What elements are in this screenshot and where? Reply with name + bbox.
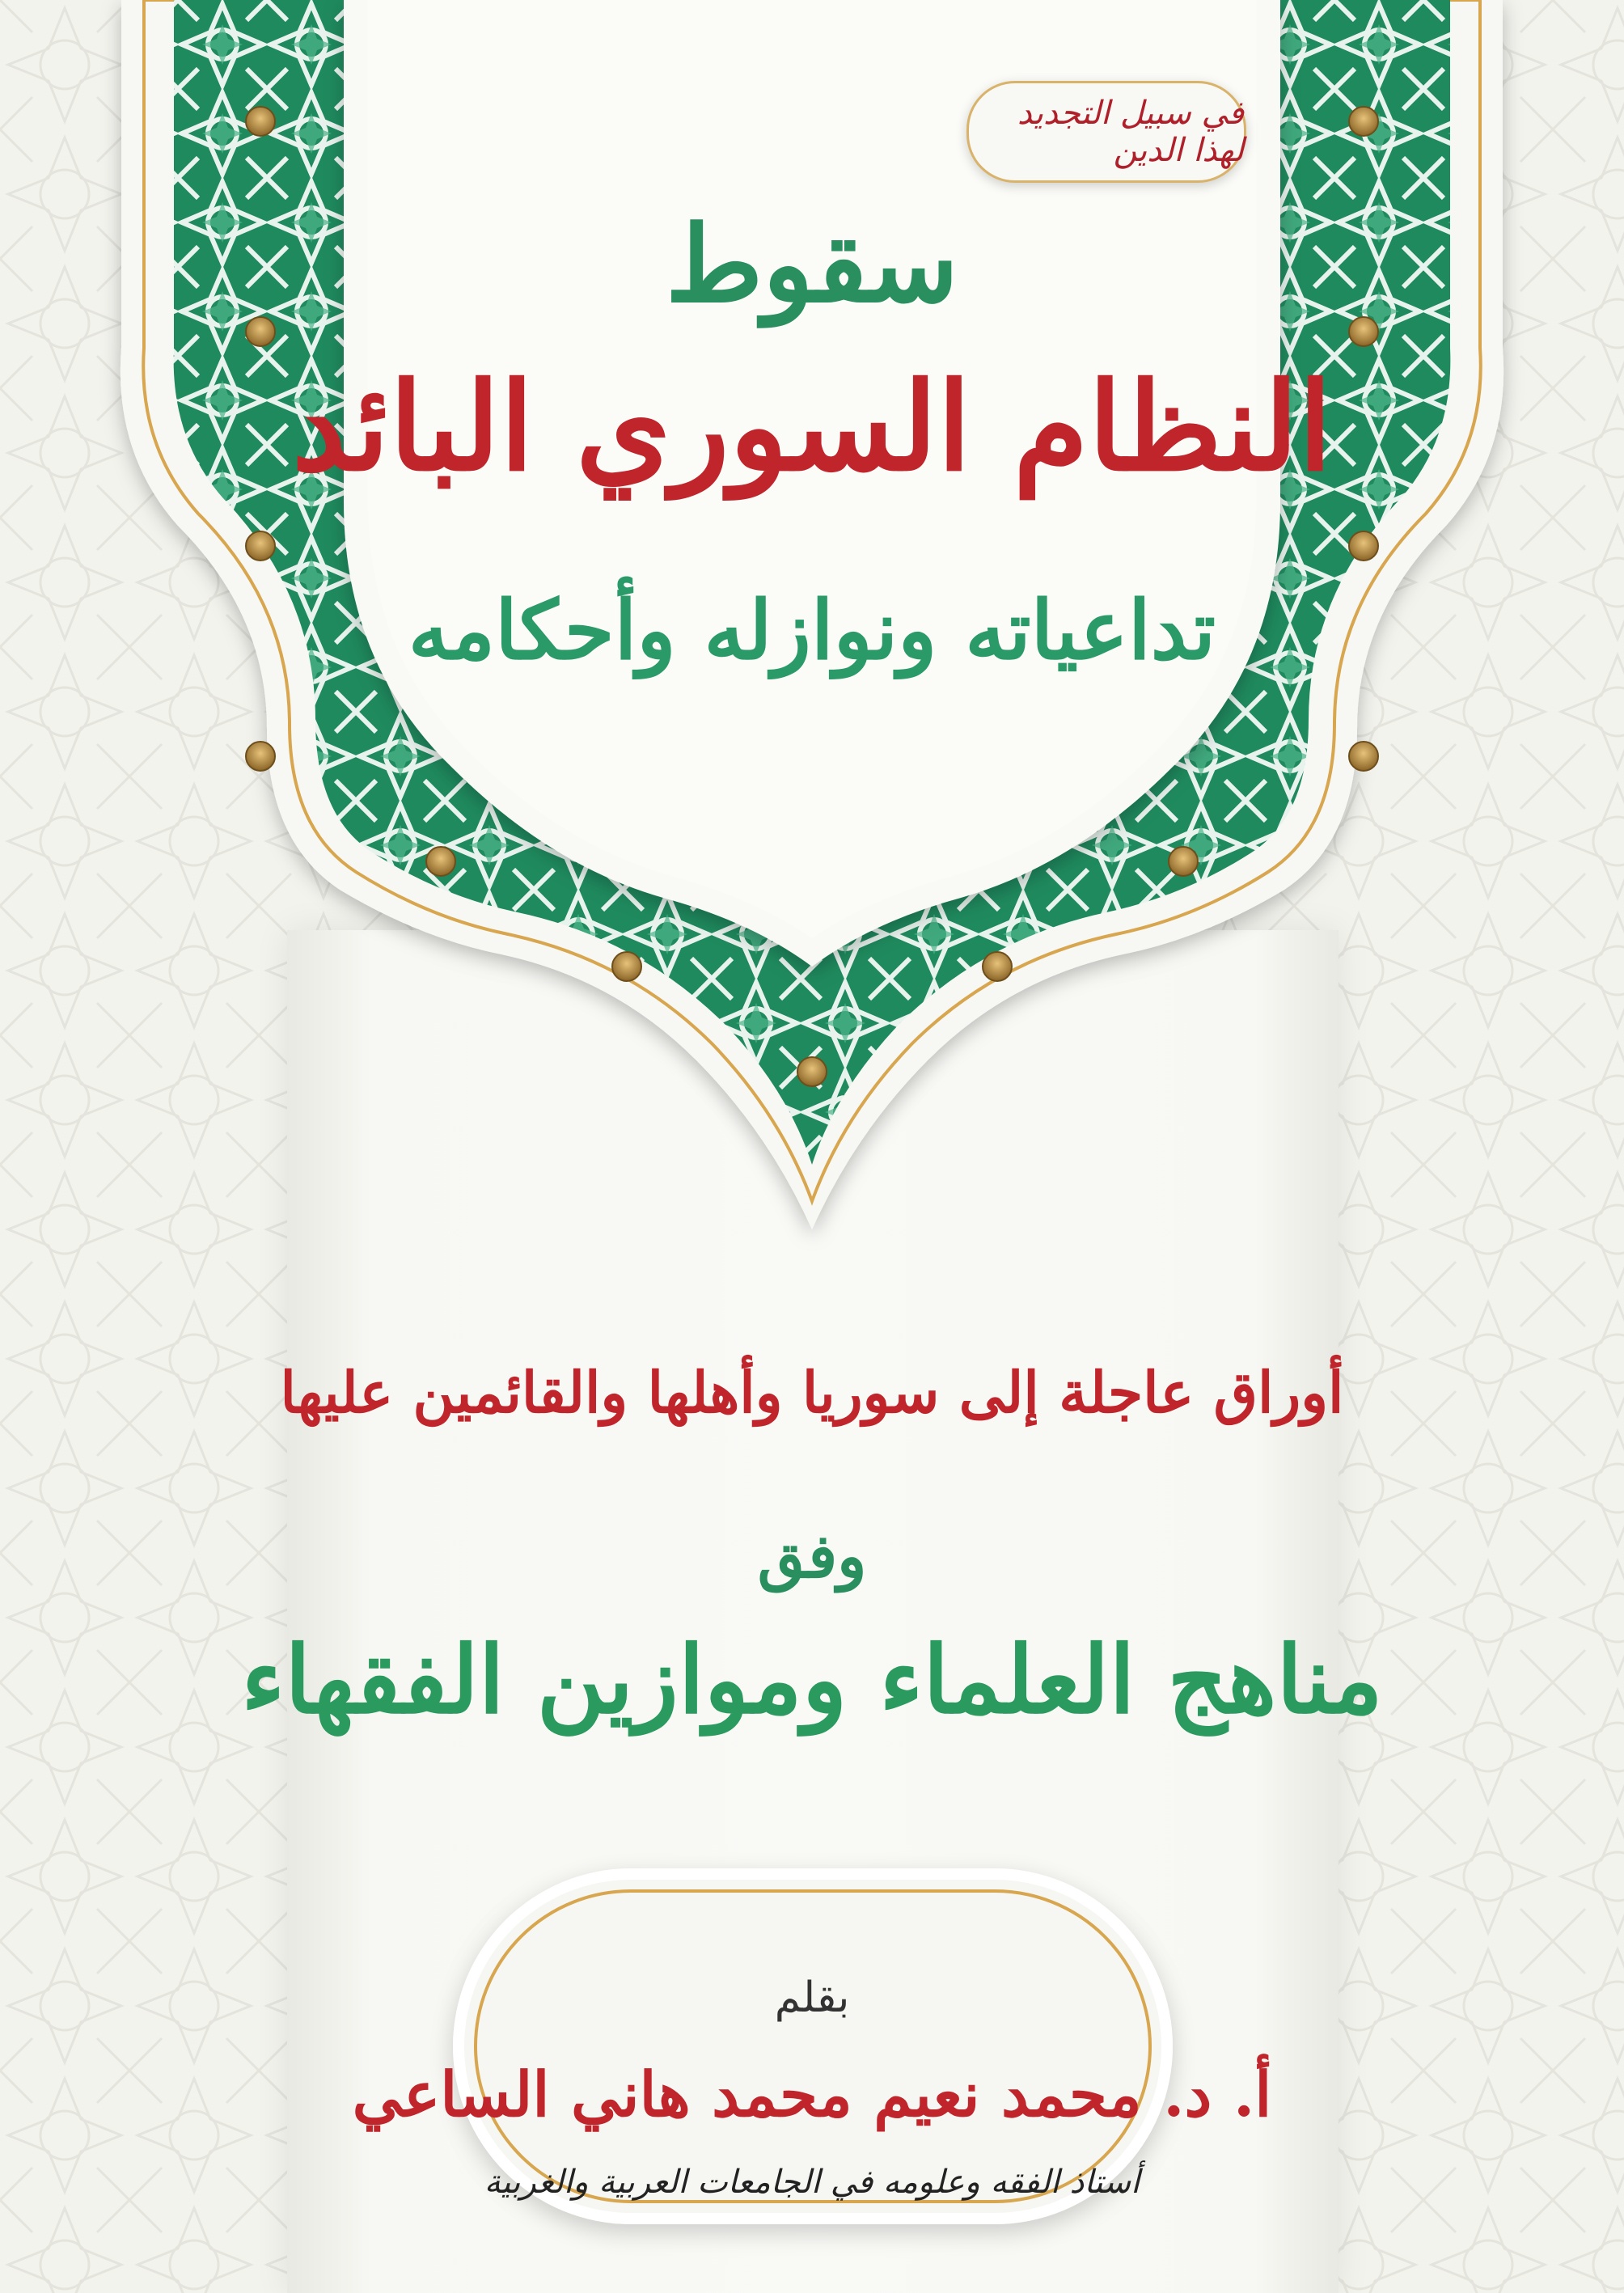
subtitle-line-1: أوراق عاجلة إلى سوريا وأهلها والقائمين عليها: [280, 1359, 1344, 1426]
title-line-3: تداعياته ونوازله وأحكامه: [408, 582, 1216, 678]
series-badge: [966, 81, 1246, 183]
subtitle-line-2: وفق: [757, 1521, 867, 1592]
byline: بقلم: [774, 1974, 850, 2022]
title-line-1: سقوط: [665, 202, 959, 326]
author-name: أ. د. محمد نعيم محمد هاني الساعي: [352, 2058, 1272, 2130]
author-box-border: [474, 1889, 1152, 2203]
subtitle-line-3: مناهج العلماء وموازين الفقهاء: [241, 1626, 1383, 1735]
title-line-2: النظام السوري البائد: [291, 356, 1333, 498]
series-label: في سبيل التجديد لهذا الدين: [1017, 95, 1244, 169]
author-position: أستاذ الفقه وعلومه في الجامعات العربية والغربية: [484, 2164, 1140, 2201]
